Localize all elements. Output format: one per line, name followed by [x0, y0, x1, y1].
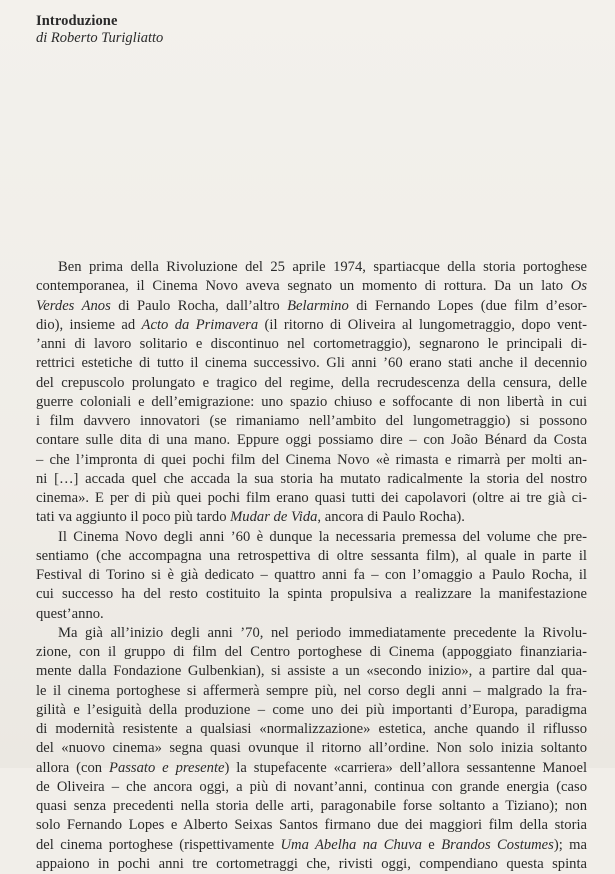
text-line: cinema». E per di più quei pochi film erano quasi tutti dei capolavori (oltre ai tre già ci-: [36, 490, 587, 506]
text-line: Il Cinema Novo degli anni ’60 è dunque la necessaria premessa del volume che pre-: [58, 528, 587, 545]
text-line: rettrici estetiche di tutto il cinema successivo. Gli anni ’60 erano stati anche il decennio: [36, 355, 587, 372]
text-line: le il cinema portoghese si affermerà sempre più, nel corso degli anni – malgrado la fra-: [36, 682, 587, 699]
chapter-title: Introduzione: [36, 13, 118, 29]
text-line: zione, con il gruppo di film del Centro portoghese di Cinema (appoggiato finanziaria-: [36, 644, 587, 660]
text-line: contare sulle dita di una mano. Eppure oggi possiamo dire – con João Bénard da Costa: [36, 432, 587, 449]
text-line: Ben prima della Rivoluzione del 25 aprile 1974, spartiacque della storia portoghese: [58, 259, 587, 275]
text-line: quasi senza precedenti nella storia delle arti, paragonabile forse soltanto a Tiziano); non: [36, 798, 587, 814]
text-line: allora (con Passato e presente) la stupefacente «carriera» dell’allora sessantenne Manoel: [36, 759, 587, 776]
text-line: cui successo ha del resto costituito la spinta propulsiva a realizzare la manifestazione: [36, 586, 587, 603]
text-line: de Oliveira – che ancora oggi, a più di novant’anni, continua con grande energia (caso: [36, 778, 587, 795]
text-line: del crepuscolo prolungato e tragico del regime, della recrudescenza della censura, delle: [36, 374, 587, 391]
body-text: [36, 258, 587, 874]
text-line: i film davvero innovatori (se rimaniamo nell’ambito del lungometraggio) si possono: [36, 413, 587, 429]
text-line: solo Fernando Lopes e Alberto Seixas Santos firmano due dei maggiori film della storia: [36, 817, 587, 834]
text-line: del cinema portoghese (rispettivamente Uma Abelha na Chuva e Brandos Costumes); ma: [36, 836, 587, 853]
text-line: tati va aggiunto il poco più tardo Mudar de Vida, ancora di Paulo Rocha).: [36, 509, 465, 526]
text-line: appaiono in pochi anni tre cortometraggi che, rivisti oggi, compendiano questa spinta: [36, 855, 587, 872]
text-line: dio), insieme ad Acto da Primavera (il ritorno di Oliveira al lungometraggio, dopo vent-: [36, 316, 587, 333]
text-line: ’anni di lavoro solitario e discontinuo nel cortometraggio), segnarono le principali di-: [36, 336, 587, 352]
text-line: mente dalla Fondazione Gulbenkian), si assiste a un «secondo inizio», a partire dal qua-: [36, 663, 587, 680]
text-line: del «nuovo cinema» segna quasi ovunque il ritorno all’ordine. Non solo inizia soltanto: [36, 740, 587, 757]
text-line: sentiamo (che accompagna una retrospettiva di oltre sessanta film), al quale in parte il: [36, 547, 587, 564]
text-line: guerre coloniali e dell’emigrazione: uno spazio chiuso e soffocante di non libertà in cui: [36, 393, 587, 410]
text-line: gilità e l’esiguità della produzione – come uno dei più importanti d’Europa, paradigma: [36, 701, 587, 718]
text-line: contemporanea, il Cinema Novo aveva segnato un momento di rottura. Da un lato Os: [36, 278, 587, 295]
text-line: Festival di Torino si è già dedicato – quattro anni fa – con l’omaggio a Paulo Rocha, il: [36, 567, 587, 583]
text-line: Verdes Anos di Paulo Rocha, dall’altro Belarmino di Fernando Lopes (due film d’esor-: [36, 297, 587, 314]
text-line: di modernità resistente a qualsiasi «normalizzazione» estetica, anche quando il riflusso: [36, 721, 587, 737]
author-byline: di Roberto Turigliatto: [36, 30, 164, 46]
text-line: – che l’impronta di quei pochi film del Cinema Novo «è rimasta e rimarrà per molti an-: [36, 451, 587, 468]
text-line: quest’anno.: [36, 605, 104, 622]
text-line: ni […] accada quel che accada la sua storia ha mutato radicalmente la storia del nostro: [36, 470, 587, 487]
text-line: Ma già all’inizio degli anni ’70, nel periodo immediatamente precedente la Rivolu-: [58, 624, 587, 641]
